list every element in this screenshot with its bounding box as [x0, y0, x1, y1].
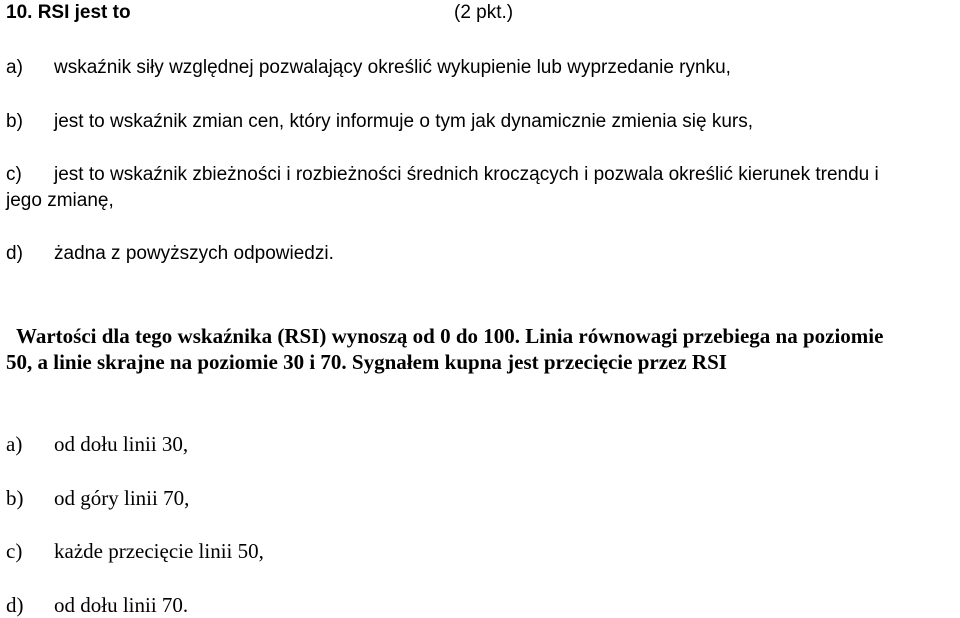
q10-option-d: [6, 243, 946, 267]
option-label: b): [6, 111, 23, 132]
q11-option-c: [6, 539, 946, 563]
q11-option-a: [6, 432, 946, 456]
q11-option-b: [6, 486, 946, 510]
q11-stem-line-1: [6, 324, 946, 348]
option-text: jest to wskaźnik zbieżności i rozbieżności średnich kroczących i pozwala określić kierunek trendu i: [54, 164, 879, 185]
option-text: żadna z powyższych odpowiedzi.: [54, 243, 334, 264]
option-text: każde przecięcie linii 50,: [54, 539, 264, 563]
option-text: od góry linii 70,: [54, 486, 190, 510]
q11-option-d: [6, 593, 946, 617]
q10-option-c: [6, 164, 946, 188]
option-label: b): [6, 486, 24, 510]
q10-title: 10. RSI jest to: [6, 2, 131, 23]
option-text: od dołu linii 30,: [54, 432, 189, 456]
q10-option-a: [6, 57, 946, 81]
option-text: jest to wskaźnik zmian cen, który informuje o tym jak dynamicznie zmienia się kurs,: [54, 111, 754, 132]
q11-stem-line-2: [6, 350, 946, 374]
option-text: od dołu linii 70.: [54, 593, 189, 617]
q10-option-b: [6, 111, 946, 135]
option-text: wskaźnik siły względnej pozwalający określić wykupienie lub wyprzedanie rynku,: [54, 57, 731, 78]
option-label: d): [6, 593, 24, 617]
q10-points: (2 pkt.): [454, 2, 514, 23]
option-label: d): [6, 243, 23, 264]
q10-option-c-continuation: [6, 190, 946, 214]
option-text-continuation: jego zmianę,: [6, 190, 114, 211]
q11-stem-text: 50, a linie skrajne na poziomie 30 i 70. Sygnałem kupna jest przecięcie przez RSI: [6, 350, 727, 374]
q10-header: [6, 2, 946, 26]
option-label: a): [6, 432, 23, 456]
option-label: c): [6, 164, 22, 185]
option-label: c): [6, 539, 23, 563]
option-label: a): [6, 57, 23, 78]
q11-stem-text: Wartości dla tego wskaźnika (RSI) wynoszą od 0 do 100. Linia równowagi przebiega na poziomie: [16, 324, 884, 348]
